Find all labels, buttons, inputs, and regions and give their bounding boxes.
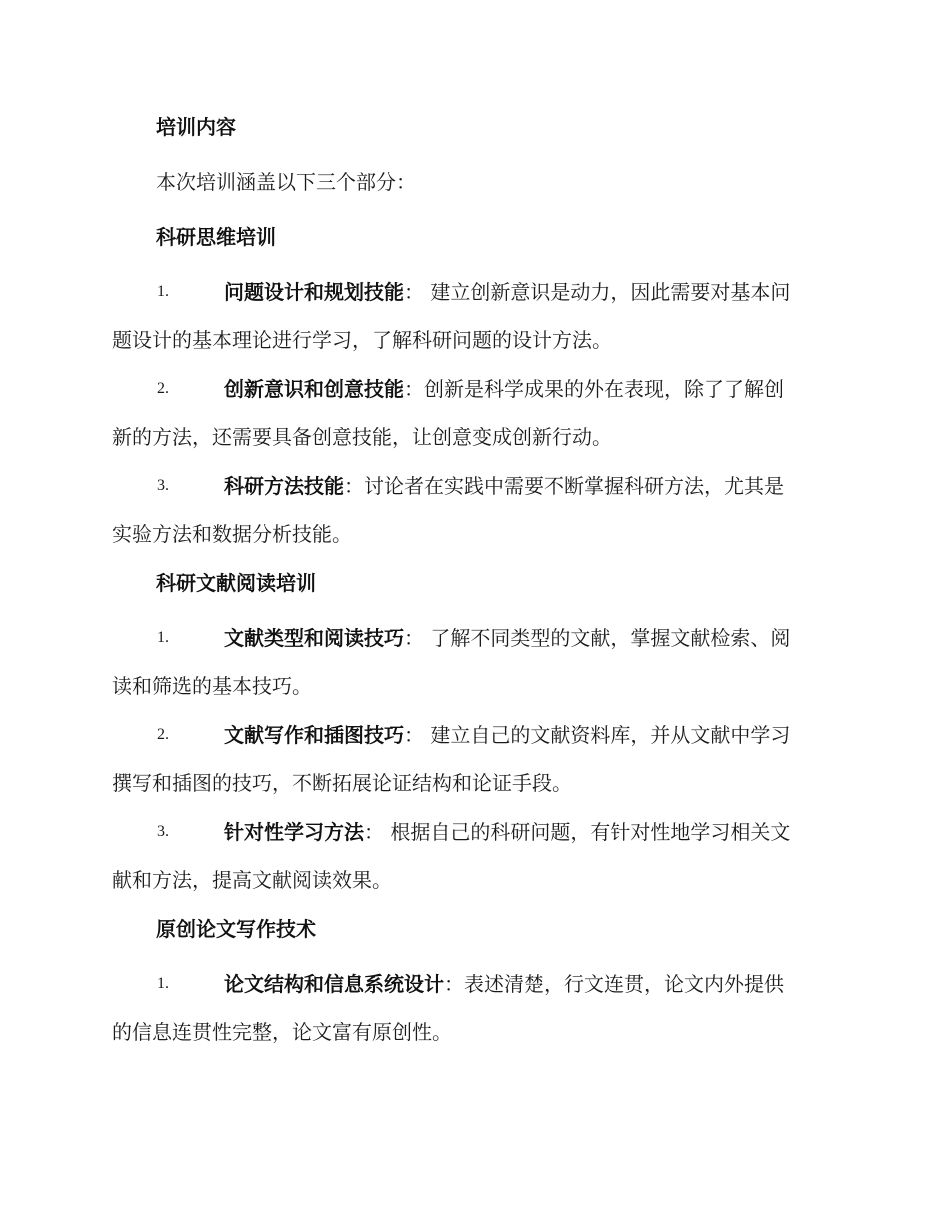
section-heading-original-paper-writing: 原创论文写作技术 bbox=[156, 917, 316, 941]
list-item-text: 建立自己的文献资料库，并从文献中学习 bbox=[424, 723, 791, 747]
list-item-text-continued: 新的方法，还需要具备创意技能，让创意变成创新行动。 bbox=[112, 425, 612, 449]
list-item-separator: ： bbox=[364, 820, 384, 844]
section-heading-training-content: 培训内容 bbox=[156, 115, 236, 139]
list-item-term: 针对性学习方法 bbox=[224, 820, 364, 844]
list-item bbox=[112, 365, 838, 461]
list-item-text: 建立创新意识是动力，因此需要对基本问 bbox=[424, 280, 791, 304]
list-item bbox=[112, 268, 838, 364]
list-item-text-continued: 献和方法，提高文献阅读效果。 bbox=[112, 868, 392, 892]
intro-paragraph: 本次培训涵盖以下三个部分： bbox=[156, 170, 416, 194]
list-item-text-continued: 题设计的基本理论进行学习，了解科研问题的设计方法。 bbox=[112, 328, 612, 352]
list-item-text-continued: 撰写和插图的技巧，不断拓展论证结构和论证手段。 bbox=[112, 771, 572, 795]
section-heading-literature-reading: 科研文献阅读培训 bbox=[156, 571, 316, 595]
list-number: 1. bbox=[157, 975, 169, 992]
list-item-term: 文献类型和阅读技巧 bbox=[224, 626, 404, 650]
list-item-text: 表述清楚，行文连贯，论文内外提供 bbox=[464, 972, 784, 996]
list-item-separator: ： bbox=[344, 474, 364, 498]
list-item-text-continued: 的信息连贯性完整，论文富有原创性。 bbox=[112, 1020, 452, 1044]
list-item-separator: ： bbox=[404, 377, 424, 401]
list-item-separator: ： bbox=[444, 972, 464, 996]
list-number: 1. bbox=[157, 629, 169, 646]
list-item-text-continued: 实验方法和数据分析技能。 bbox=[112, 522, 352, 546]
list-item-text: 创新是科学成果的外在表现，除了了解创 bbox=[424, 377, 784, 401]
list-item-separator: ： bbox=[404, 723, 424, 747]
section-heading-research-thinking: 科研思维培训 bbox=[156, 225, 276, 249]
list-item-term: 论文结构和信息系统设计 bbox=[224, 972, 444, 996]
list-number: 2. bbox=[157, 380, 169, 397]
list-item bbox=[112, 960, 838, 1056]
list-number: 2. bbox=[157, 726, 169, 743]
list-item bbox=[112, 808, 838, 904]
list-item-separator: ： bbox=[404, 626, 424, 650]
list-item bbox=[112, 462, 838, 558]
list-item bbox=[112, 711, 838, 807]
list-item bbox=[112, 614, 838, 710]
list-item-term: 创新意识和创意技能 bbox=[224, 377, 404, 401]
list-number: 3. bbox=[157, 477, 169, 494]
list-item-separator: ： bbox=[404, 280, 424, 304]
list-item-term: 科研方法技能 bbox=[224, 474, 344, 498]
list-item-text: 根据自己的科研问题，有针对性地学习相关文 bbox=[384, 820, 791, 844]
list-item-term: 问题设计和规划技能 bbox=[224, 280, 404, 304]
list-number: 1. bbox=[157, 283, 169, 300]
list-number: 3. bbox=[157, 823, 169, 840]
list-item-text: 讨论者在实践中需要不断掌握科研方法，尤其是 bbox=[364, 474, 784, 498]
list-item-text: 了解不同类型的文献，掌握文献检索、阅 bbox=[424, 626, 791, 650]
list-item-text-continued: 读和筛选的基本技巧。 bbox=[112, 674, 312, 698]
list-item-term: 文献写作和插图技巧 bbox=[224, 723, 404, 747]
